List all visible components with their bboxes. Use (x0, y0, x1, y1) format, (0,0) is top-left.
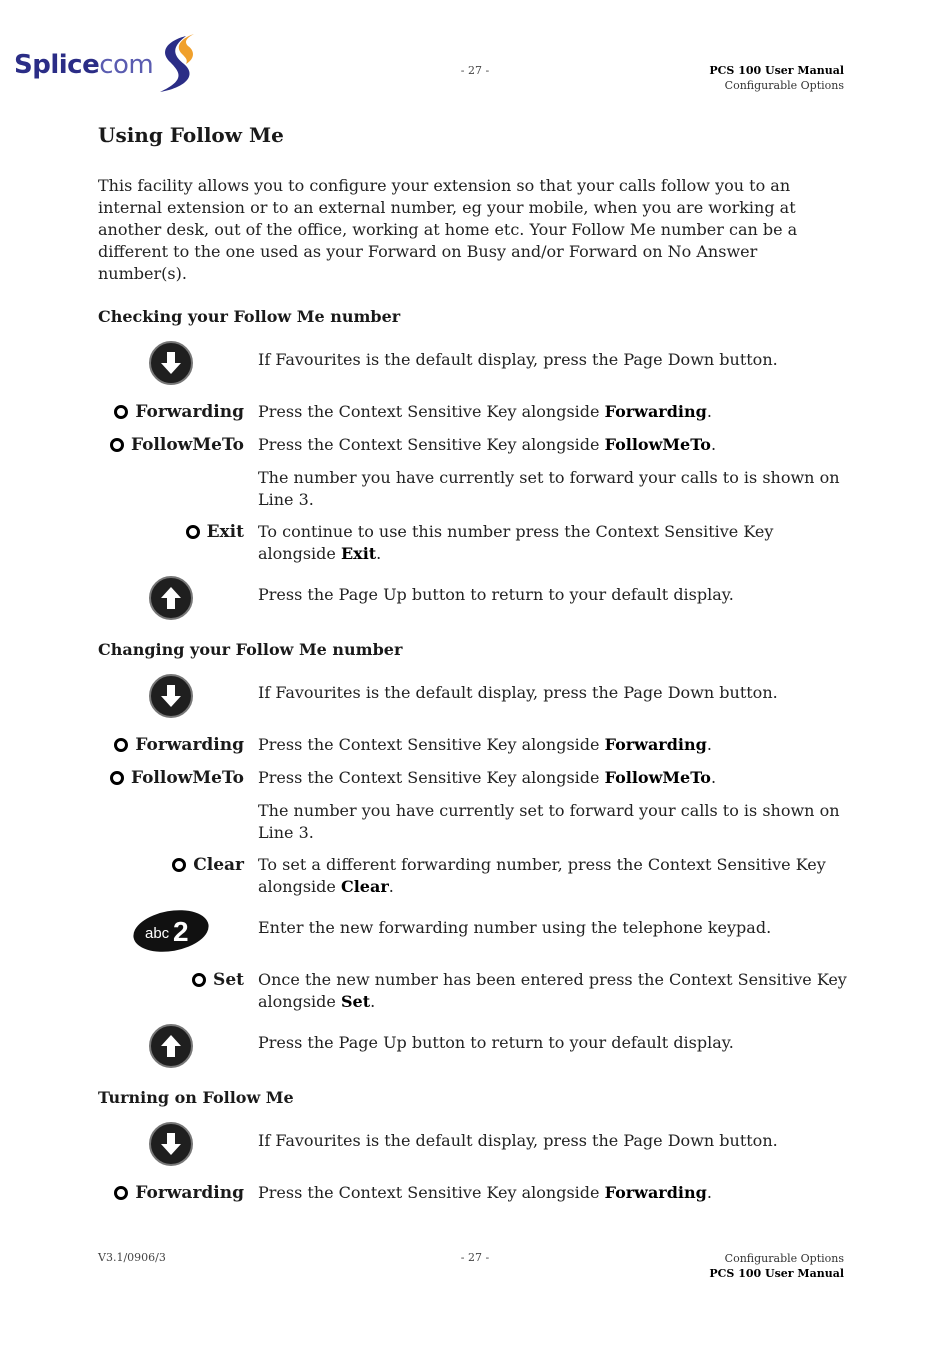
step-exit (98, 521, 848, 565)
page-content (98, 120, 848, 1215)
intro-paragraph: This facility allows you to configure your extension so that your calls follow you to an internal extension or to an external number, eg your mobile, when you are working at another desk, out of the office, working at home etc. Your Follow Me number can be a different to the one used as your Forward on Busy and/or Forward on No Answer number(s). (98, 176, 798, 283)
turning-on-steps (98, 1122, 848, 1204)
step-forwarding (98, 734, 848, 756)
header-manual-title: PCS 100 User Manual (709, 64, 844, 77)
page-up-button-icon (149, 1024, 193, 1068)
context-key-icon (172, 858, 186, 872)
keypad-abc2-icon (132, 909, 210, 953)
section-heading-checking: Checking your Follow Me number (98, 307, 401, 326)
step-followmeto (98, 434, 848, 456)
step-text: Press the Context Sensitive Key alongside FollowMeTo. (258, 435, 717, 454)
step-text: If Favourites is the default display, press the Page Down button. (258, 683, 778, 702)
footer-version: V3.1/0906/3 (98, 1251, 166, 1264)
step-text: Press the Context Sensitive Key alongside FollowMeTo. (258, 768, 717, 787)
step-text: Press the Context Sensitive Key alongside Forwarding. (258, 735, 712, 754)
step-text: Press the Page Up button to return to your default display. (258, 585, 734, 604)
step-clear (98, 854, 848, 898)
changing-steps (98, 674, 848, 1076)
context-key-forwarding: Forwarding (114, 734, 244, 756)
step-page-down (98, 341, 848, 393)
footer-info (709, 1251, 844, 1281)
page-down-button-icon (149, 674, 193, 718)
context-key-icon (114, 1186, 128, 1200)
context-key-forwarding: Forwarding (114, 401, 244, 423)
step-page-up (98, 576, 848, 628)
footer-page-number: - 27 - (460, 1251, 490, 1264)
context-key-icon (114, 405, 128, 419)
page-down-button-icon (149, 341, 193, 385)
context-key-icon (110, 771, 124, 785)
step-text: Enter the new forwarding number using the telephone keypad. (258, 918, 772, 937)
step-page-up (98, 1024, 848, 1076)
section-heading-turning-on: Turning on Follow Me (98, 1088, 294, 1107)
step-text: Press the Context Sensitive Key alongside Forwarding. (258, 402, 712, 421)
keypad-digit: 2 (173, 916, 189, 947)
context-key-icon (186, 525, 200, 539)
step-page-down (98, 1122, 848, 1174)
step-keypad (98, 909, 848, 961)
step-text: If Favourites is the default display, press the Page Down button. (258, 1131, 778, 1150)
step-set (98, 969, 848, 1013)
context-key-set: Set (192, 969, 244, 991)
step-text: To continue to use this number press the Context Sensitive Key alongside Exit. (258, 522, 774, 563)
step-note (98, 467, 848, 511)
step-note (98, 800, 848, 844)
footer-manual-title: PCS 100 User Manual (709, 1267, 844, 1280)
step-text: To set a different forwarding number, press the Context Sensitive Key alongside Clear. (258, 855, 826, 896)
context-key-icon (114, 738, 128, 752)
step-text: The number you have currently set to forward your calls to is shown on Line 3. (258, 801, 840, 842)
header-page-number: - 27 - (460, 64, 490, 77)
section-heading-changing: Changing your Follow Me number (98, 640, 403, 659)
step-text: If Favourites is the default display, press the Page Down button. (258, 350, 778, 369)
step-page-down (98, 674, 848, 726)
step-text: Once the new number has been entered press the Context Sensitive Key alongside Set. (258, 970, 847, 1011)
context-key-icon (110, 438, 124, 452)
step-text: The number you have currently set to forward your calls to is shown on Line 3. (258, 468, 840, 509)
context-key-exit: Exit (186, 521, 244, 543)
step-followmeto (98, 767, 848, 789)
footer-section: Configurable Options (724, 1252, 844, 1265)
checking-steps (98, 341, 848, 628)
page-down-button-icon (149, 1122, 193, 1166)
page-title: Using Follow Me (98, 123, 284, 147)
context-key-clear: Clear (172, 854, 244, 876)
context-key-followmeto: FollowMeTo (110, 767, 244, 789)
header-info (709, 63, 844, 93)
keypad-label: abc (145, 925, 170, 942)
context-key-followmeto: FollowMeTo (110, 434, 244, 456)
header-section: Configurable Options (724, 79, 844, 92)
step-text: Press the Context Sensitive Key alongside Forwarding. (258, 1183, 712, 1202)
logo-wordmark: Splicecom (14, 50, 154, 80)
page-up-button-icon (149, 576, 193, 620)
step-text: Press the Page Up button to return to your default display. (258, 1033, 734, 1052)
step-forwarding (98, 401, 848, 423)
step-forwarding (98, 1182, 848, 1204)
context-key-icon (192, 973, 206, 987)
context-key-forwarding: Forwarding (114, 1182, 244, 1204)
